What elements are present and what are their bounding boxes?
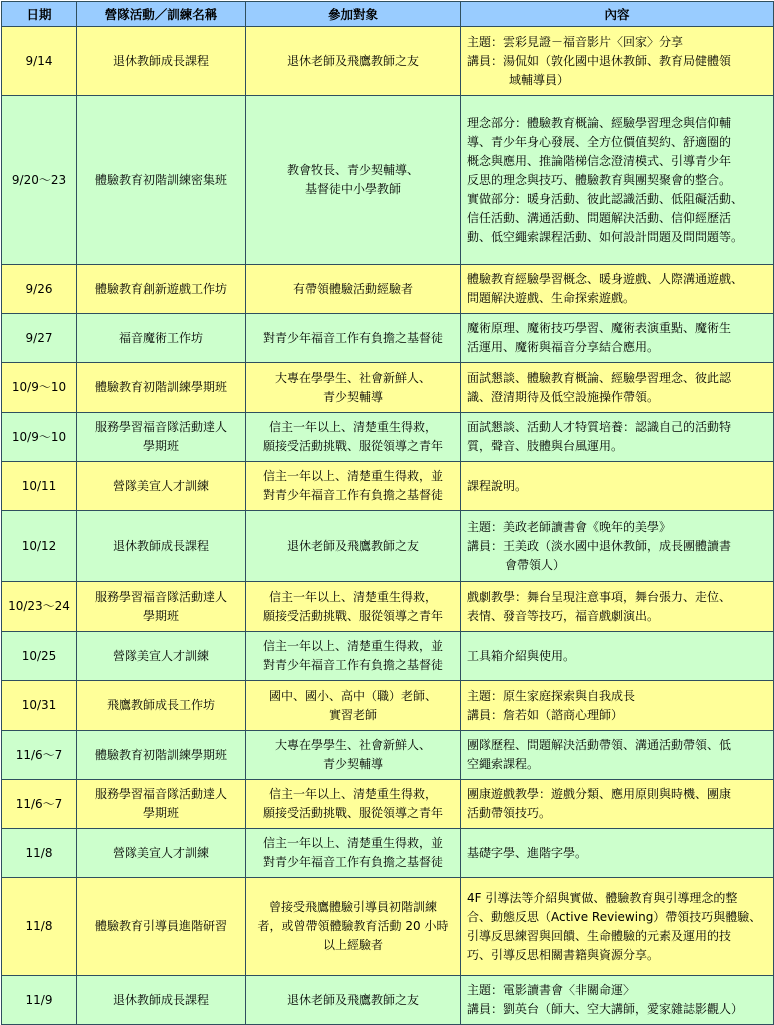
cell-content-line: 反思的理念與技巧、體驗教育與團契聚會的整合。: [467, 172, 732, 187]
cell-activity-name-line: 體驗教育引導員進階研習: [94, 919, 227, 933]
cell-participants-line: 大專在學學生、社會新鮮人、: [274, 370, 431, 385]
cell-content-line: 主題：電影讀書會〈非關命運〉: [467, 983, 636, 997]
table-row: [2, 413, 774, 462]
cell-participants: [246, 878, 461, 976]
cell-activity-name-line: 營隊美宣人才訓練: [112, 648, 209, 663]
header-row: [2, 2, 774, 27]
cell-activity-name-line: 退休教師成長課程: [112, 992, 209, 1007]
cell-participants: [246, 681, 461, 731]
cell-activity-name: [77, 731, 246, 780]
cell-participants-line: 信主一年以上、清楚重生得救，: [268, 589, 437, 604]
cell-content-line: 基礎字學、進階字學。: [467, 845, 588, 860]
cell-content-line: 表情、發音等技巧，福音戲劇演出。: [467, 608, 660, 623]
table-row: [2, 878, 774, 976]
cell-date: 11/8: [2, 829, 77, 878]
cell-participants-line: 對青少年福音工作有負擔之基督徒: [262, 488, 443, 502]
table-row: [2, 363, 774, 413]
cell-participants: [246, 314, 461, 363]
cell-participants: [246, 829, 461, 878]
schedule-table: [1, 1, 774, 1025]
cell-content: [461, 976, 774, 1025]
cell-content-line: 講員：湯侃如（敦化國中退休教師、教育局健體領: [467, 53, 732, 68]
cell-participants-line: 信主一年以上、清楚重生得救，: [268, 420, 437, 434]
cell-content-line: 講員：詹若如（諮商心理師）: [467, 707, 624, 722]
table-row: [2, 27, 774, 96]
cell-content-line: 講員：王美政（淡水國中退休教師，成長團體讀書: [467, 538, 732, 553]
cell-content: [461, 462, 774, 511]
header-content: 內容: [461, 2, 774, 27]
cell-date: 10/9～10: [2, 413, 77, 462]
cell-content: [461, 413, 774, 462]
cell-activity-name: [77, 632, 246, 681]
cell-date: 10/23～24: [2, 582, 77, 632]
cell-activity-name-line: 營隊美宣人才訓練: [112, 478, 209, 493]
cell-content-line: 團康遊戲教學：遊戲分類、應用原則與時機、團康: [467, 787, 732, 801]
cell-content-line: 空繩索課程。: [467, 757, 540, 771]
cell-content-line: 活動帶領技巧。: [467, 806, 552, 820]
cell-participants-line: 信主一年以上、清楚重生得救，並: [262, 639, 443, 653]
cell-date: 11/6～7: [2, 731, 77, 780]
cell-participants-line: 國中、國小、高中（職）老師、: [268, 688, 437, 703]
cell-content-line: 會帶領人）: [505, 557, 566, 572]
cell-activity-name: [77, 96, 246, 265]
cell-participants-line: 願接受活動挑戰、服從領導之青年: [262, 608, 443, 623]
cell-participants-line: 願接受活動挑戰、服從領導之青年: [262, 439, 443, 453]
cell-activity-name-line: 飛鷹教師成長工作坊: [106, 698, 215, 712]
cell-participants: [246, 265, 461, 314]
cell-participants-line: 退休老師及飛鷹教師之友: [286, 53, 419, 68]
cell-content-line: 概念與應用、推論階梯信念澄清模式、引導青少年: [467, 153, 732, 168]
cell-content-line: 主題：美政老師讀書會《晚年的美學》: [467, 519, 672, 534]
cell-date: 10/31: [2, 681, 77, 731]
cell-content-line: 面試懇談、體驗教育概論、經驗學習理念、彼此認: [467, 370, 732, 385]
cell-participants: [246, 731, 461, 780]
table-row: [2, 582, 774, 632]
cell-activity-name: [77, 829, 246, 878]
cell-activity-name-line: 福音魔術工作坊: [118, 330, 203, 345]
cell-participants-line: 信主一年以上、清楚重生得救，並: [262, 836, 443, 850]
cell-activity-name-line: 體驗教育初階訓練學期班: [94, 380, 227, 394]
cell-content-line: 面試懇談、活動人才特質培養：認識自己的活動特: [467, 420, 732, 434]
header-date: 日期: [2, 2, 77, 27]
cell-participants-line: 大專在學學生、社會新鮮人、: [274, 738, 431, 752]
cell-participants-line: 退休老師及飛鷹教師之友: [286, 538, 419, 553]
cell-activity-name: [77, 976, 246, 1025]
cell-content-line: 巧、引導反思相關書籍與資源分享。: [467, 947, 660, 962]
cell-participants-line: 有帶領體驗活動經驗者: [292, 281, 413, 296]
cell-participants: [246, 413, 461, 462]
cell-content-line: 4F 引導法等介紹與實做、體驗教育與引導理念的整: [467, 890, 738, 905]
cell-activity-name: [77, 511, 246, 582]
table-row: [2, 632, 774, 681]
cell-participants-line: 願接受活動挑戰、服從領導之青年: [262, 806, 443, 820]
cell-content-line: 域輔導員）: [509, 72, 570, 87]
cell-participants-line: 青少契輔導: [322, 389, 383, 404]
cell-activity-name: [77, 413, 246, 462]
cell-content: [461, 829, 774, 878]
cell-participants-line: 對青少年福音工作有負擔之基督徒: [262, 855, 443, 869]
cell-content-line: 問題解決遊戲、生命探索遊戲。: [467, 291, 636, 305]
cell-date: 9/27: [2, 314, 77, 363]
cell-activity-name-line: 體驗教育創新遊戲工作坊: [94, 281, 227, 296]
cell-activity-name-line: 體驗教育初階訓練密集班: [94, 172, 227, 187]
cell-content: [461, 265, 774, 314]
cell-content-line: 實做部分：暖身活動、彼此認識活動、低阻礙活動、: [467, 191, 744, 206]
cell-activity-name-line: 退休教師成長課程: [112, 53, 209, 68]
cell-content-line: 魔術原理、魔術技巧學習、魔術表演重點、魔術生: [467, 321, 732, 335]
table-row: [2, 511, 774, 582]
table-row: [2, 976, 774, 1025]
cell-content-line: 體驗教育經驗學習概念、暖身遊戲、人際溝通遊戲、: [467, 272, 744, 286]
cell-activity-name: [77, 314, 246, 363]
cell-activity-name: [77, 681, 246, 731]
cell-content-line: 質，聲音、肢體與台風運用。: [467, 439, 624, 453]
cell-participants-line: 者，或曾帶領體驗教育活動 20 小時: [257, 919, 449, 933]
cell-date: 9/26: [2, 265, 77, 314]
cell-participants: [246, 96, 461, 265]
cell-participants: [246, 27, 461, 96]
cell-date: 11/9: [2, 976, 77, 1025]
cell-content-line: 工具箱介紹與使用。: [467, 648, 576, 663]
cell-content-line: 主題：原生家庭探索與自我成長: [467, 688, 636, 703]
header-activity-name: 營隊活動／訓練名稱: [77, 2, 246, 27]
cell-content-line: 識、澄清期待及低空設施操作帶領。: [467, 389, 660, 404]
cell-participants-line: 以上經驗者: [322, 938, 383, 952]
cell-activity-name: [77, 582, 246, 632]
cell-content: [461, 96, 774, 265]
cell-participants: [246, 462, 461, 511]
cell-participants-line: 對青少年福音工作有負擔之基督徒: [262, 330, 443, 345]
cell-content-line: 引導反思練習與回饋、生命體驗的元素及運用的技: [467, 928, 732, 943]
cell-content-line: 導、青少年身心發展、全方位價值契約、舒適圈的: [467, 134, 732, 149]
cell-content: [461, 582, 774, 632]
cell-participants-line: 教會牧長、青少契輔導、: [286, 163, 419, 177]
cell-date: 11/6～7: [2, 780, 77, 829]
cell-participants-line: 退休老師及飛鷹教師之友: [286, 992, 419, 1007]
cell-date: 9/20～23: [2, 96, 77, 265]
table-row: [2, 829, 774, 878]
cell-content: [461, 780, 774, 829]
cell-activity-name: [77, 27, 246, 96]
cell-content-line: 信任活動、溝通活動、問題解決活動、信仰經歷活: [467, 210, 732, 225]
table-row: [2, 96, 774, 265]
cell-activity-name-line: 退休教師成長課程: [112, 538, 209, 553]
cell-date: 10/25: [2, 632, 77, 681]
cell-participants-line: 曾接受飛鷹體驗引導員初階訓練: [268, 900, 437, 914]
cell-activity-name: [77, 363, 246, 413]
table-row: [2, 681, 774, 731]
cell-participants-line: 信主一年以上、清楚重生得救，: [268, 787, 437, 801]
cell-participants: [246, 780, 461, 829]
cell-content: [461, 632, 774, 681]
cell-date: 10/9～10: [2, 363, 77, 413]
cell-content-line: 團隊歷程、問題解決活動帶領、溝通活動帶領、低: [467, 738, 732, 752]
cell-activity-name-line: 學期班: [142, 439, 179, 453]
cell-activity-name-line: 學期班: [142, 806, 179, 820]
cell-participants: [246, 976, 461, 1025]
cell-content: [461, 363, 774, 413]
cell-participants-line: 對青少年福音工作有負擔之基督徒: [262, 658, 443, 672]
cell-activity-name: [77, 780, 246, 829]
cell-content-line: 課程說明。: [467, 478, 528, 493]
cell-activity-name: [77, 878, 246, 976]
cell-content: [461, 27, 774, 96]
cell-participants: [246, 632, 461, 681]
cell-participants-line: 實習老師: [328, 707, 377, 722]
cell-content: [461, 511, 774, 582]
cell-content: [461, 878, 774, 976]
table-row: [2, 731, 774, 780]
cell-content-line: 主題：雲彩見證－福音影片〈回家〉分享: [467, 34, 684, 49]
cell-activity-name-line: 學期班: [142, 608, 179, 623]
table-row: [2, 265, 774, 314]
cell-date: 10/11: [2, 462, 77, 511]
header-participants: 參加對象: [246, 2, 461, 27]
cell-activity-name-line: 服務學習福音隊活動達人: [94, 787, 227, 801]
cell-date: 11/8: [2, 878, 77, 976]
cell-participants-line: 青少契輔導: [322, 757, 383, 771]
cell-content-line: 戲劇教學：舞台呈現注意事項，舞台張力、走位、: [467, 589, 732, 604]
cell-participants: [246, 511, 461, 582]
cell-participants-line: 信主一年以上、清楚重生得救，並: [262, 469, 443, 483]
table-row: [2, 314, 774, 363]
cell-activity-name-line: 服務學習福音隊活動達人: [94, 589, 227, 604]
cell-content: [461, 314, 774, 363]
cell-content-line: 合、動態反思（Active Reviewing）帶領技巧與體驗、: [467, 909, 762, 924]
cell-content: [461, 731, 774, 780]
cell-participants: [246, 582, 461, 632]
cell-activity-name: [77, 462, 246, 511]
table-row: [2, 780, 774, 829]
table-row: [2, 462, 774, 511]
cell-activity-name: [77, 265, 246, 314]
cell-content: [461, 681, 774, 731]
cell-activity-name-line: 營隊美宣人才訓練: [112, 845, 209, 860]
cell-participants: [246, 363, 461, 413]
cell-activity-name-line: 服務學習福音隊活動達人: [94, 420, 227, 434]
cell-participants-line: 基督徒中小學教師: [304, 182, 401, 196]
cell-date: 9/14: [2, 27, 77, 96]
cell-content-line: 動、低空繩索課程活動、如何設計問題及問問題等。: [467, 229, 744, 244]
cell-content-line: 講員：劉英台（師大、空大講師，愛家雜誌影觀人）: [467, 1002, 744, 1016]
cell-content-line: 活運用、魔術與福音分享結合應用。: [467, 340, 660, 354]
cell-date: 10/12: [2, 511, 77, 582]
cell-content-line: 理念部分：體驗教育概論、經驗學習理念與信仰輔: [467, 115, 732, 130]
cell-activity-name-line: 體驗教育初階訓練學期班: [94, 747, 227, 762]
